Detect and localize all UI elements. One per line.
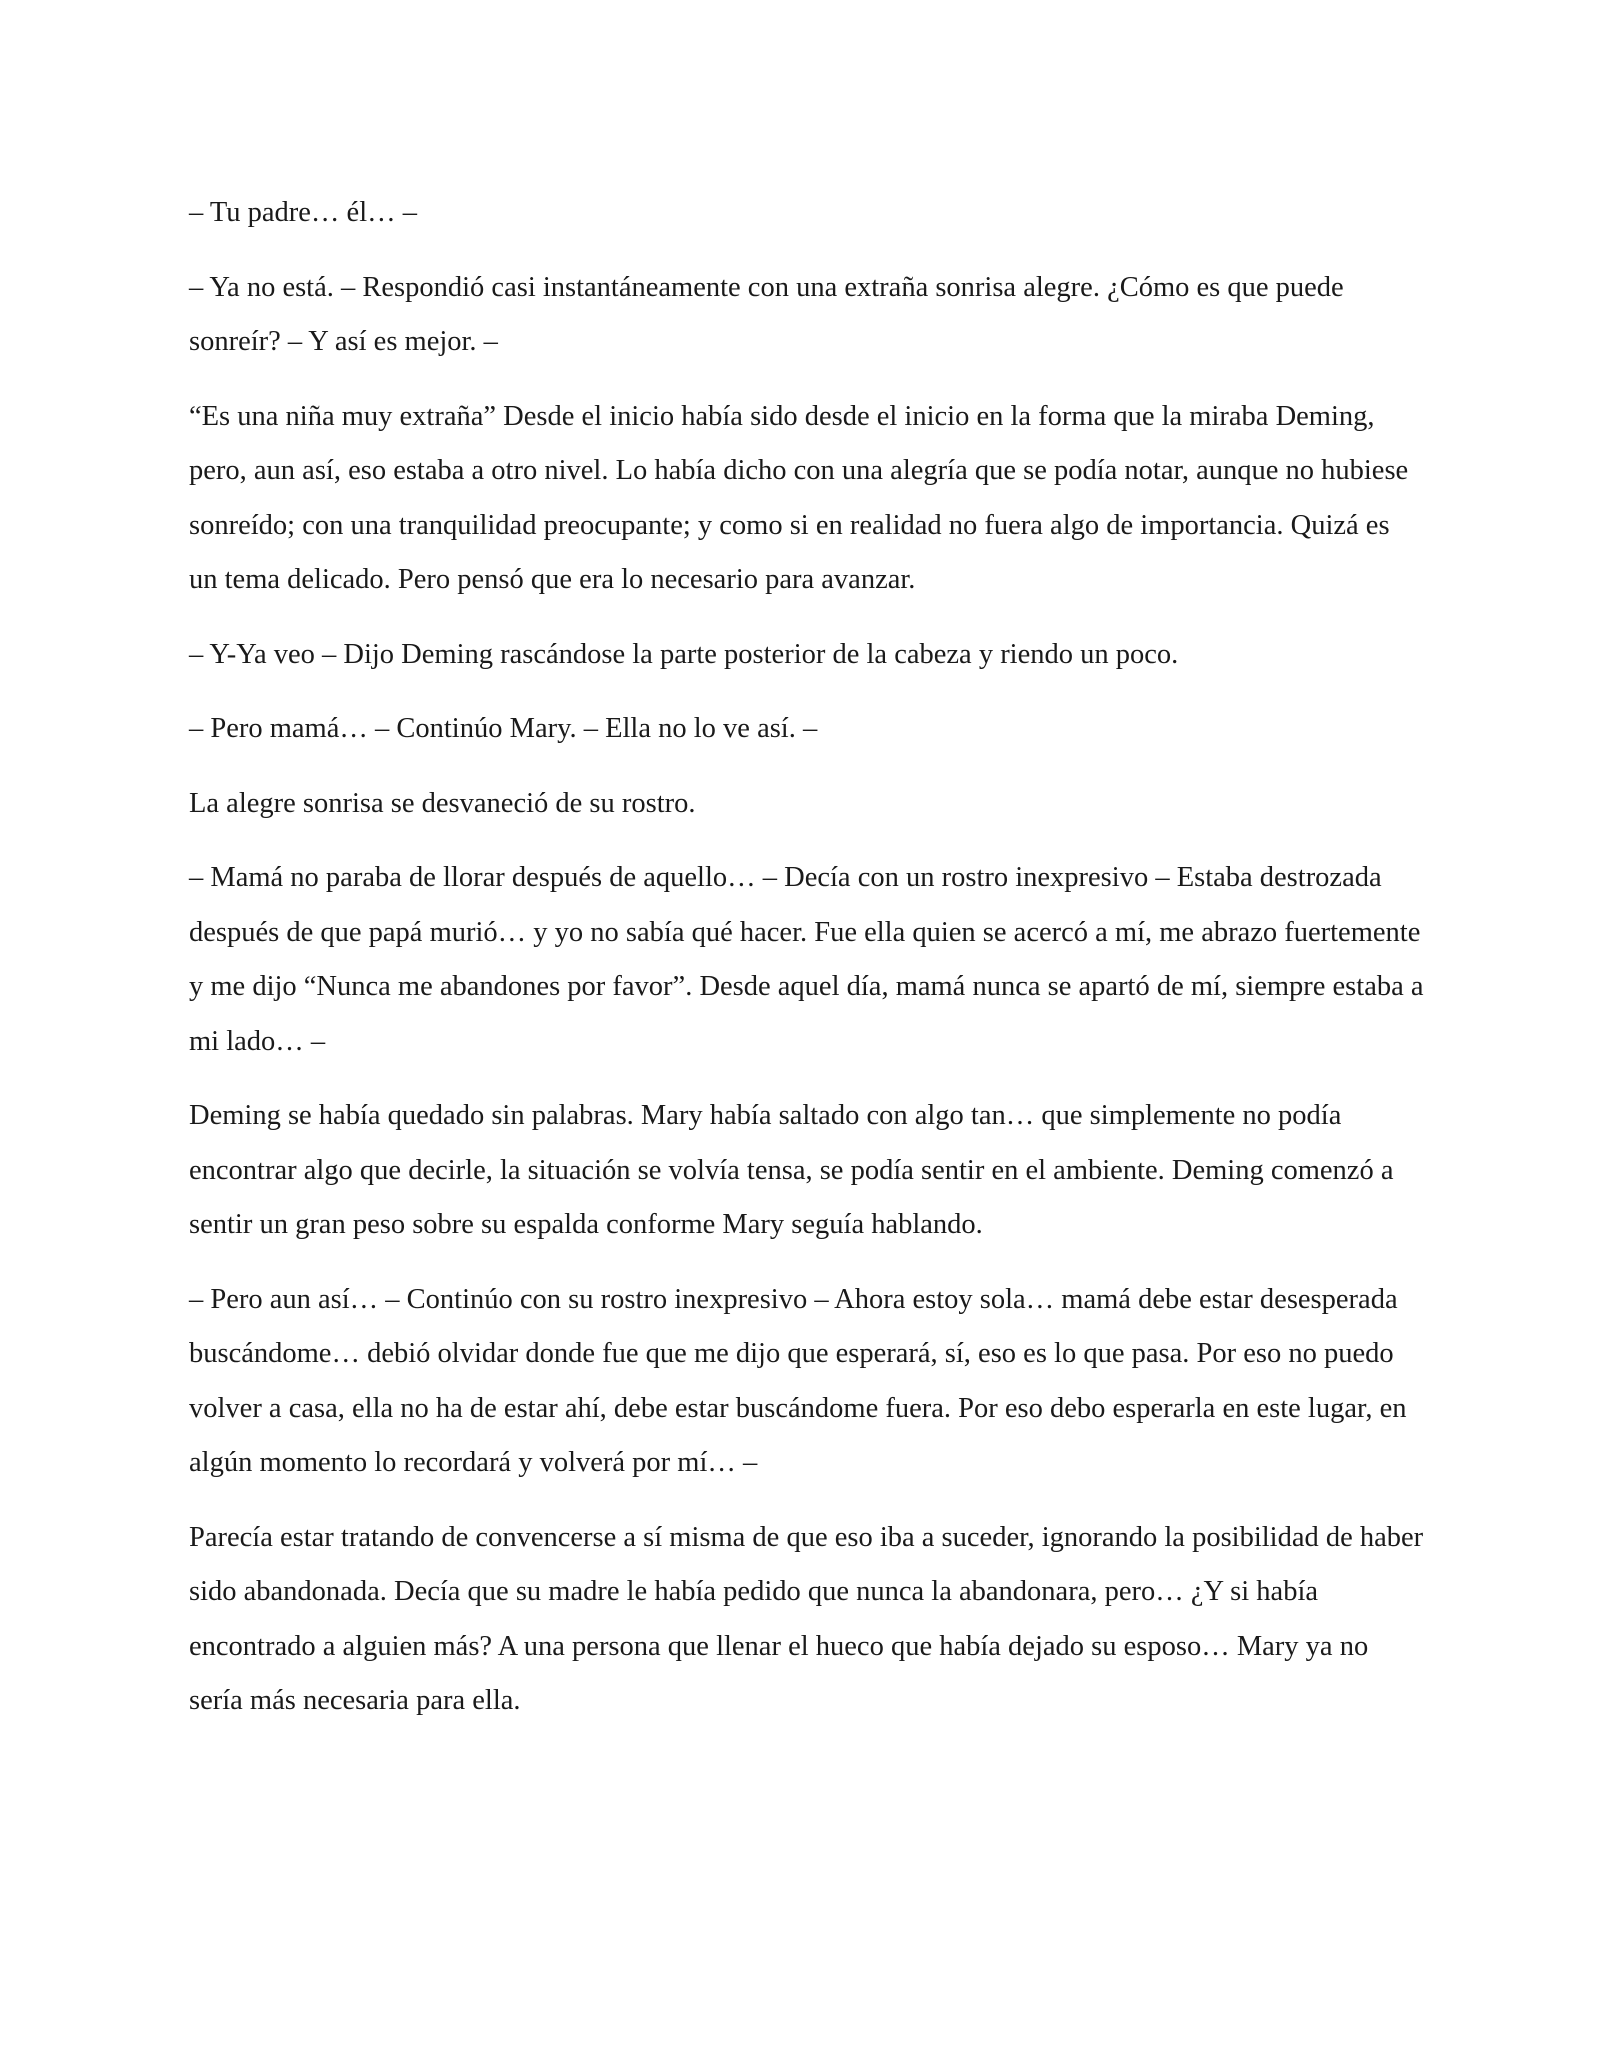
paragraph: – Tu padre… él… –	[189, 197, 417, 228]
paragraph: La alegre sonrisa se desvaneció de su rostro.	[189, 787, 696, 819]
document-body	[189, 186, 1424, 1749]
paragraph: – Pero aun así… – Continúo con su rostro inexpresivo – Ahora estoy sola… mamá debe estar desesperada buscándome… debió olvidar donde fue que me dijo que esperará, sí, eso es lo que pasa. Por eso no puedo volver a casa, ella no ha de estar ahí, debe estar buscándome fuera. Por eso debo esperarla en este lugar, en algún momento lo recordará y volverá por mí… –	[189, 1283, 1407, 1478]
paragraph: – Pero mamá… – Continúo Mary. – Ella no lo ve así. –	[189, 713, 818, 744]
paragraph: – Ya no está. – Respondió casi instantáneamente con una extraña sonrisa alegre. ¿Cómo es que puede sonreír? – Y así es mejor. –	[189, 271, 1344, 357]
paragraph: Parecía estar tratando de convencerse a sí misma de que eso iba a suceder, ignorando la posibilidad de haber sido abandonada. Decía que su madre le había pedido que nunca la abandonara, pero… ¿Y si había encontrado a alguien más? A una persona que llenar el hueco que había dejado su esposo… Mary ya no sería más necesaria para ella.	[189, 1521, 1424, 1716]
paragraph: “Es una niña muy extraña” Desde el inicio había sido desde el inicio en la forma que la miraba Deming, pero, aun así, eso estaba a otro nivel. Lo había dicho con una alegría que se podía notar, aunque no hubiese sonreído; con una tranquilidad preocupante; y como si en realidad no fuera algo de importancia. Quizá es un tema delicado. Pero pensó que era lo necesario para avanzar.	[189, 400, 1409, 595]
paragraph: – Mamá no paraba de llorar después de aquello… – Decía con un rostro inexpresivo – Estaba destrozada después de que papá murió… y yo no sabía qué hacer. Fue ella quien se acercó a mí, me abrazo fuertemente y me dijo “Nunca me abandones por favor”. Desde aquel día, mamá nunca se apartó de mí, siempre estaba a mi lado… –	[189, 862, 1424, 1057]
paragraph: Deming se había quedado sin palabras. Mary había saltado con algo tan… que simplemente no podía encontrar algo que decirle, la situación se volvía tensa, se podía sentir en el ambiente. Deming comenzó a sentir un gran peso sobre su espalda conforme Mary seguía hablando.	[189, 1100, 1394, 1240]
paragraph: – Y-Ya veo – Dijo Deming rascándose la parte posterior de la cabeza y riendo un poco.	[189, 638, 1179, 670]
